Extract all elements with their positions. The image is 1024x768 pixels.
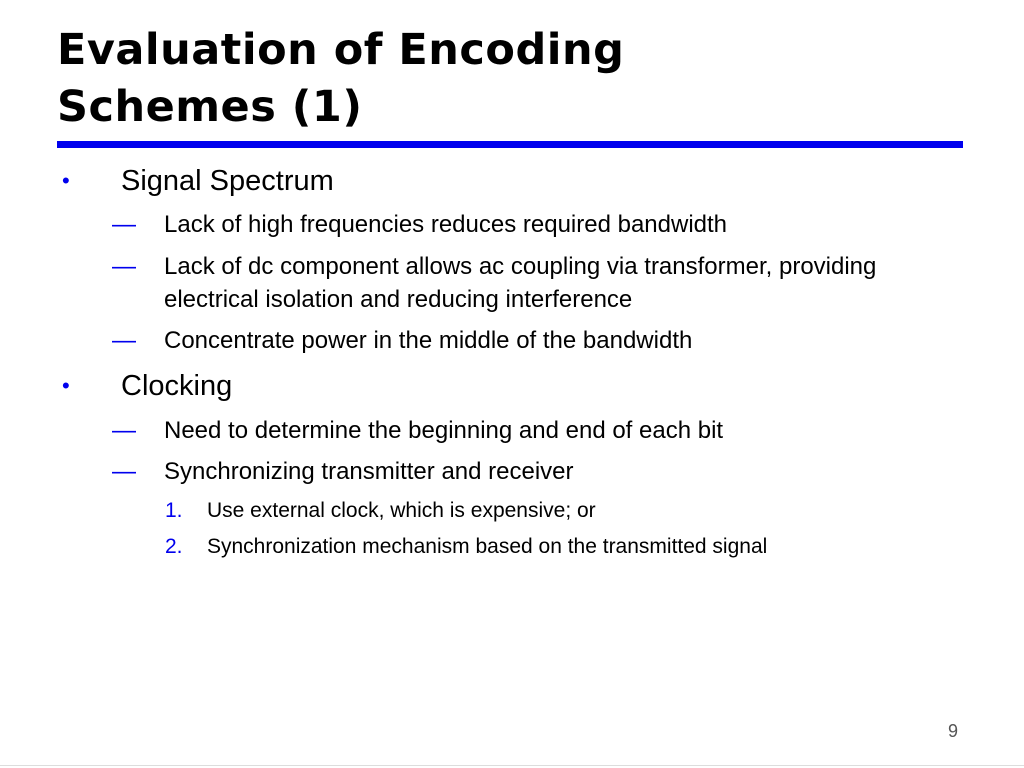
dash-icon: —	[112, 417, 136, 444]
dash-icon: —	[112, 458, 136, 485]
numbered-item-text: Use external clock, which is expensive; or	[207, 499, 596, 522]
slide-title-line-1: Evaluation of Encoding	[57, 25, 625, 75]
list-number: 1.	[165, 499, 183, 522]
dash-icon: —	[112, 211, 136, 238]
dash-icon: —	[112, 327, 136, 354]
sub-bullet-text: Lack of dc component allows ac coupling via transformer, providing electrical isolation and reducing interference	[164, 253, 877, 313]
title-underline	[57, 141, 963, 148]
footer-divider	[0, 765, 1024, 766]
sub-bullet-text: Concentrate power in the middle of the bandwidth	[164, 327, 693, 354]
slide-title	[57, 22, 957, 136]
list-number: 2.	[165, 535, 183, 558]
bullet-label: Signal Spectrum	[121, 165, 334, 197]
bullet-dot-icon: •	[62, 373, 70, 398]
dash-icon: —	[112, 253, 136, 280]
sub-bullet-text: Lack of high frequencies reduces required bandwidth	[164, 211, 728, 238]
bullet-dot-icon: •	[62, 168, 70, 193]
page-number: 9	[947, 721, 958, 741]
sub-bullet-text: Need to determine the beginning and end of each bit	[164, 417, 724, 444]
sub-bullet-text: Synchronizing transmitter and receiver	[164, 458, 574, 485]
slide-title-line-2: Schemes (1)	[57, 82, 363, 132]
bullet-label: Clocking	[121, 370, 233, 402]
numbered-item-text: Synchronization mechanism based on the transmitted signal	[207, 535, 768, 558]
